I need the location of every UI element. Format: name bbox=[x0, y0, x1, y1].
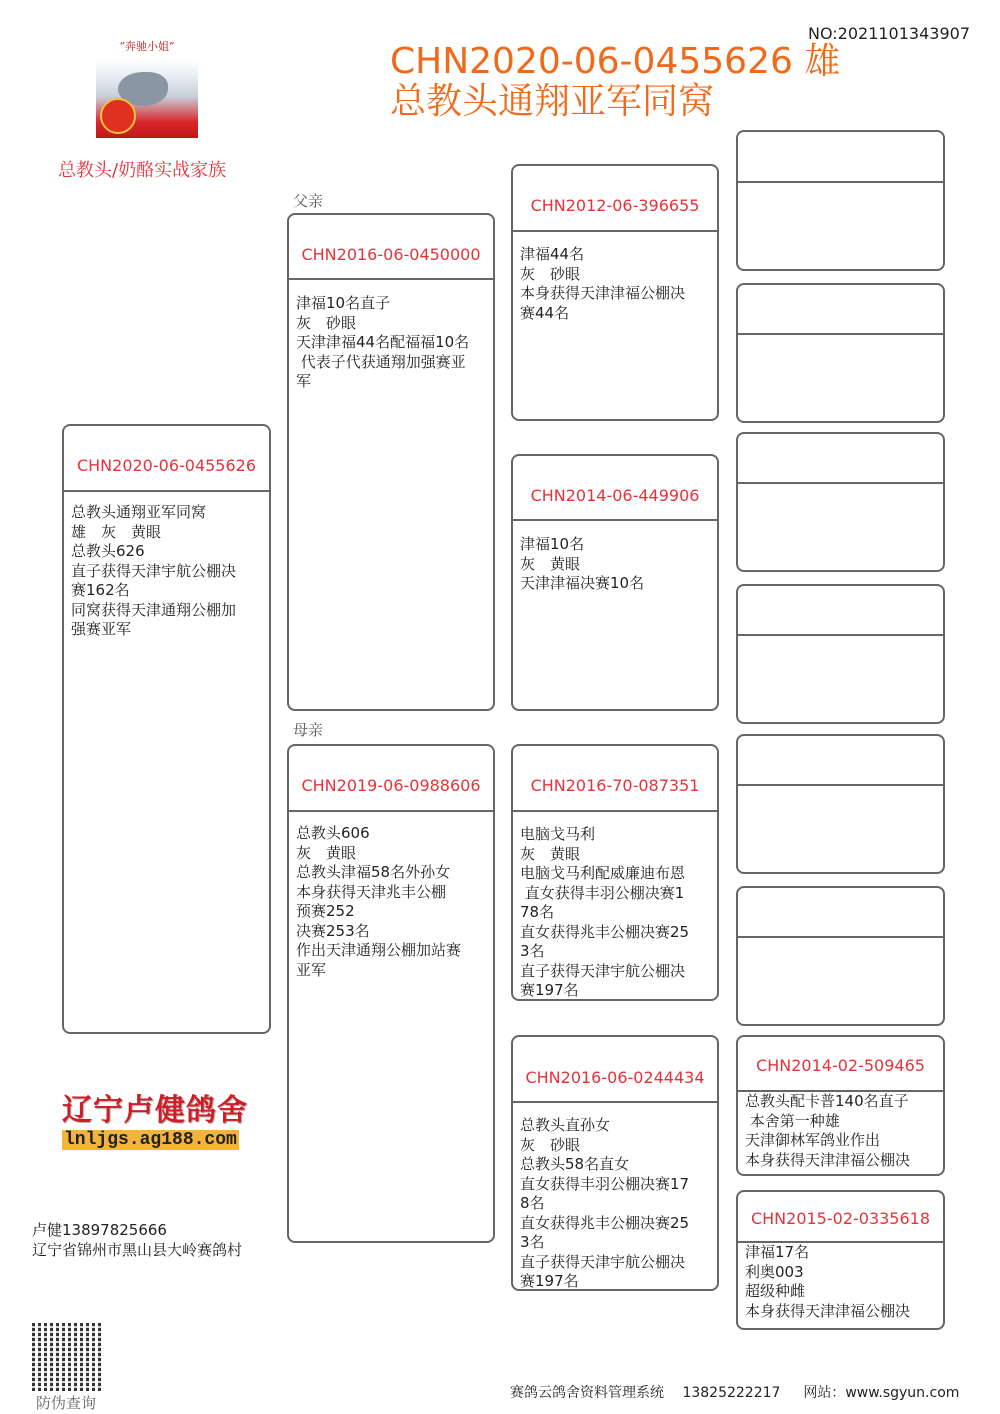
loft-banner bbox=[62, 1085, 270, 1153]
ancestor-card-empty bbox=[736, 584, 945, 724]
card-notes: 总教头606 灰 黄眼 总教头津福58名外孙女 本身获得天津兆丰公棚 预赛252 决赛253名 作出天津通翔公棚加站赛 亚军 bbox=[296, 824, 462, 979]
certificate-number: NO:2021101343907 bbox=[807, 24, 970, 43]
card-notes: 津福10名 灰 黄眼 天津津福决赛10名 bbox=[520, 535, 645, 592]
sire-card bbox=[287, 213, 495, 711]
ring-number bbox=[738, 434, 943, 484]
ring-number bbox=[738, 736, 943, 786]
emblem-icon bbox=[100, 98, 136, 134]
ancestor-card-empty bbox=[736, 886, 945, 1026]
card-notes: 津福17名 利奥003 超级种雌 本身获得天津津福公棚决 bbox=[745, 1243, 911, 1320]
contact-info: 卢健13897825666 辽宁省锦州市黑山县大岭赛鸽村 bbox=[32, 1221, 243, 1259]
ring-number: CHN2016-06-0450000 bbox=[289, 215, 493, 280]
ancestor-card-empty bbox=[736, 130, 945, 271]
family-line: 总教头/奶酪实战家族 bbox=[58, 160, 227, 181]
ring-number: CHN2012-06-396655 bbox=[513, 166, 717, 232]
ring-number: CHN2014-06-449906 bbox=[513, 456, 717, 521]
card-notes: 津福44名 灰 砂眼 本身获得天津津福公棚决 赛44名 bbox=[520, 245, 686, 322]
ring-number: CHN2015-02-0335618 bbox=[738, 1192, 943, 1243]
ancestor-card-empty bbox=[736, 432, 945, 572]
card-notes: 电脑戈马利 灰 黄眼 电脑戈马利配威廉迪布恩 直女获得丰羽公棚决赛1 78名 直女获得兆丰公棚决赛25 3名 直子获得天津宇航公棚决 赛197名 bbox=[520, 825, 690, 999]
ancestor-card-empty bbox=[736, 283, 945, 423]
ring-number: CHN2019-06-0988606 bbox=[289, 746, 493, 812]
card-notes: 津福10名直子 灰 砂眼 天津津福44名配福福10名 代表子代获通翔加强赛亚 军 bbox=[296, 294, 470, 390]
loft-name: 辽宁卢健鸽舍 bbox=[62, 1093, 248, 1128]
sire-label: 父亲 bbox=[293, 192, 324, 210]
qr-code-icon[interactable] bbox=[32, 1323, 102, 1391]
page-title: CHN2020-06-0455626 雄 总教头通翔亚军同窝 bbox=[390, 41, 841, 122]
dam-dam-card bbox=[511, 1035, 719, 1291]
sire-dam-card bbox=[511, 454, 719, 711]
footer: 赛鸽云鸽舍资料管理系统 13825222217 网站：www.sgyun.com bbox=[510, 1385, 960, 1401]
card-notes: 总教头直孙女 灰 砂眼 总教头58名直女 直女获得丰羽公棚决赛17 8名 直女获得兆丰公棚决赛25 3名 直子获得天津宇航公棚决 赛197名 bbox=[520, 1116, 690, 1290]
ring-number bbox=[738, 285, 943, 335]
dam-dam-dam-card bbox=[736, 1190, 945, 1330]
qr-label: 防伪查询 bbox=[36, 1394, 97, 1412]
subject-card bbox=[62, 424, 271, 1034]
dam-dam-sire-card bbox=[736, 1035, 945, 1176]
dam-sire-card bbox=[511, 744, 719, 1001]
loft-logo-image bbox=[96, 34, 198, 138]
card-notes: 总教头配卡普140名直子 本舍第一种雄 天津御林军鸽业作出 本身获得天津津福公棚决 bbox=[745, 1092, 911, 1169]
ring-number: CHN2016-70-087351 bbox=[513, 746, 717, 812]
ring-number: CHN2016-06-0244434 bbox=[513, 1037, 717, 1103]
ring-number: CHN2020-06-0455626 bbox=[64, 426, 269, 492]
ring-number bbox=[738, 132, 943, 183]
ring-number bbox=[738, 586, 943, 636]
loft-url[interactable]: lnljgs.ag188.com bbox=[64, 1130, 237, 1150]
ring-number bbox=[738, 888, 943, 938]
sire-sire-card bbox=[511, 164, 719, 421]
logo-caption: “奔驰小姐” bbox=[119, 40, 175, 53]
card-notes: 总教头通翔亚军同窝 雄 灰 黄眼 总教头626 直子获得天津宇航公棚决 赛162名 同窝获得天津通翔公棚加 强赛亚军 bbox=[71, 503, 237, 638]
ring-number: CHN2014-02-509465 bbox=[738, 1037, 943, 1092]
ancestor-card-empty bbox=[736, 734, 945, 874]
dam-card bbox=[287, 744, 495, 1243]
dam-label: 母亲 bbox=[293, 721, 324, 739]
